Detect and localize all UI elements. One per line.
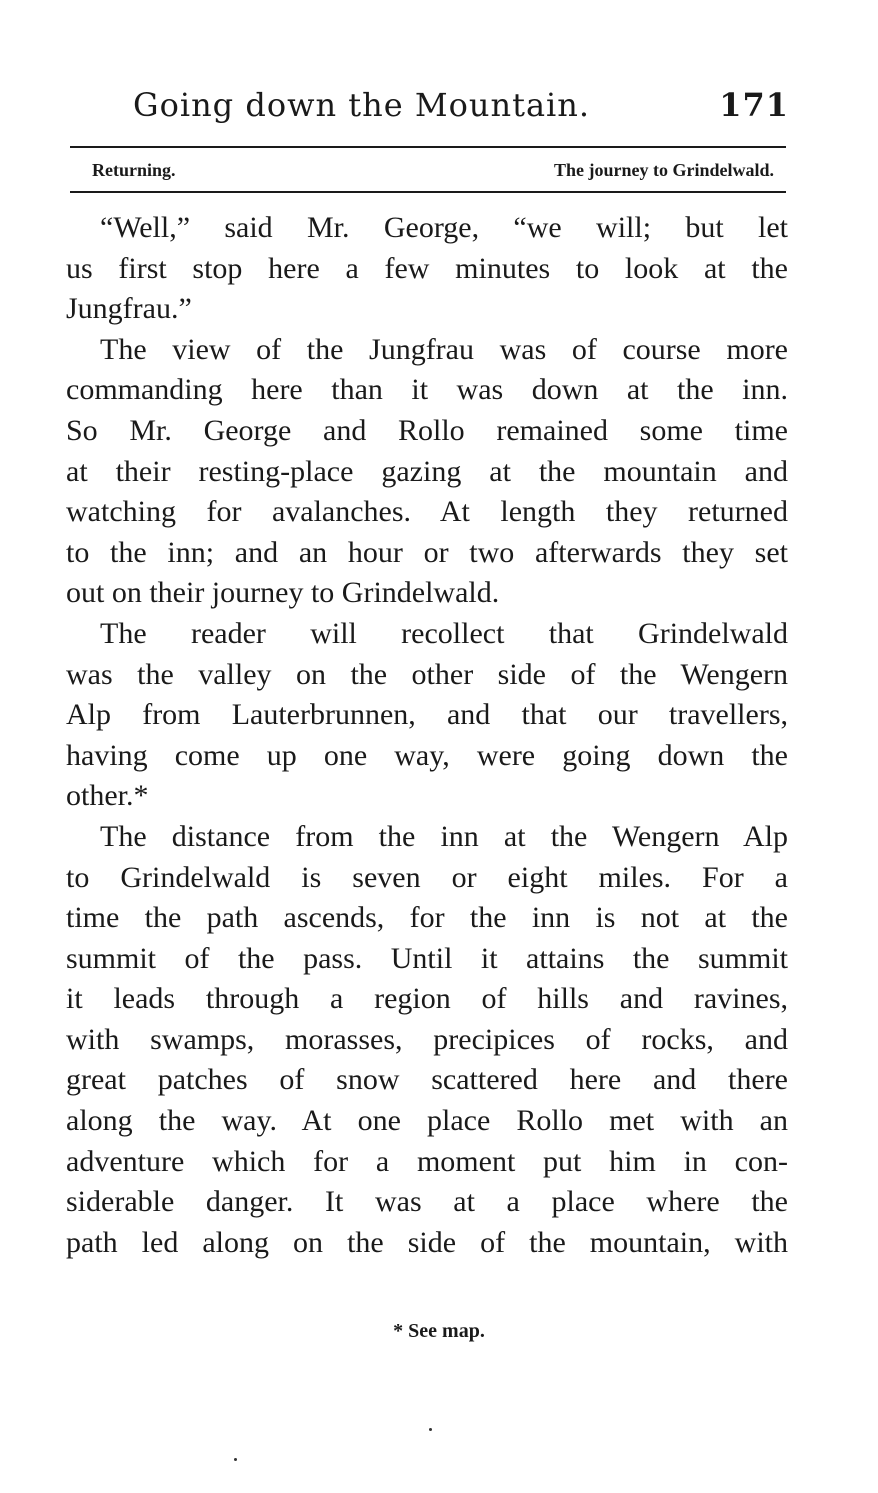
text-line: at their resting-place gazing at the mountain and — [66, 454, 788, 488]
text-line: “Well,” said Mr. George, “we will; but let — [100, 211, 788, 244]
text-line: out on their journey to Grindelwald. — [66, 576, 500, 610]
header-rule-bottom — [70, 191, 786, 193]
text-line: great patches of snow scattered here and there — [66, 1063, 788, 1097]
print-speck — [429, 1428, 432, 1431]
text-line: path led along on the side of the mountain, with — [66, 1225, 788, 1259]
text-line: watching for avalanches. At length they returned — [66, 495, 788, 529]
text-line: summit of the pass. Until it attains the summit — [66, 941, 788, 975]
text-line: with swamps, morasses, precipices of rocks, and — [66, 1022, 788, 1056]
right-subhead: The journey to Grindelwald. — [553, 160, 774, 180]
left-subhead: Returning. — [92, 160, 176, 180]
text-line: it leads through a region of hills and ravines, — [66, 982, 788, 1016]
footnote: * See map. — [393, 1320, 485, 1342]
text-line: having come up one way, were going down the — [66, 738, 788, 772]
text-line: commanding here than it was down at the inn. — [66, 373, 788, 407]
text-line: us first stop here a few minutes to look at the — [66, 251, 788, 285]
text-line: to Grindelwald is seven or eight miles. For a — [66, 860, 788, 894]
text-line: The distance from the inn at the Wengern Alp — [100, 819, 788, 853]
text-line: The view of the Jungfrau was of course more — [100, 332, 788, 366]
text-line: was the valley on the other side of the Wengern — [66, 657, 788, 691]
text-line: Jungfrau.” — [66, 292, 192, 326]
subhead — [70, 158, 786, 184]
text-line: other.* — [66, 779, 149, 813]
header-rule-top — [70, 146, 786, 148]
text-line: to the inn; and an hour or two afterwards they set — [66, 535, 788, 569]
body-text — [66, 208, 788, 1263]
text-line: So Mr. George and Rollo remained some time — [66, 413, 788, 447]
page-number: 171 — [719, 86, 789, 124]
text-line: The reader will recollect that Grindelwald — [100, 616, 788, 650]
running-head — [133, 86, 789, 130]
print-speck — [234, 1458, 237, 1461]
text-line: Alp from Lauterbrunnen, and that our travellers, — [66, 698, 788, 732]
text-line: siderable danger. It was at a place where the — [66, 1185, 788, 1219]
text-line: along the way. At one place Rollo met with an — [66, 1104, 788, 1138]
text-line: time the path ascends, for the inn is not at the — [66, 901, 788, 935]
running-title: Going down the Mountain. — [133, 86, 591, 124]
text-line: adventure which for a moment put him in con- — [66, 1144, 788, 1178]
